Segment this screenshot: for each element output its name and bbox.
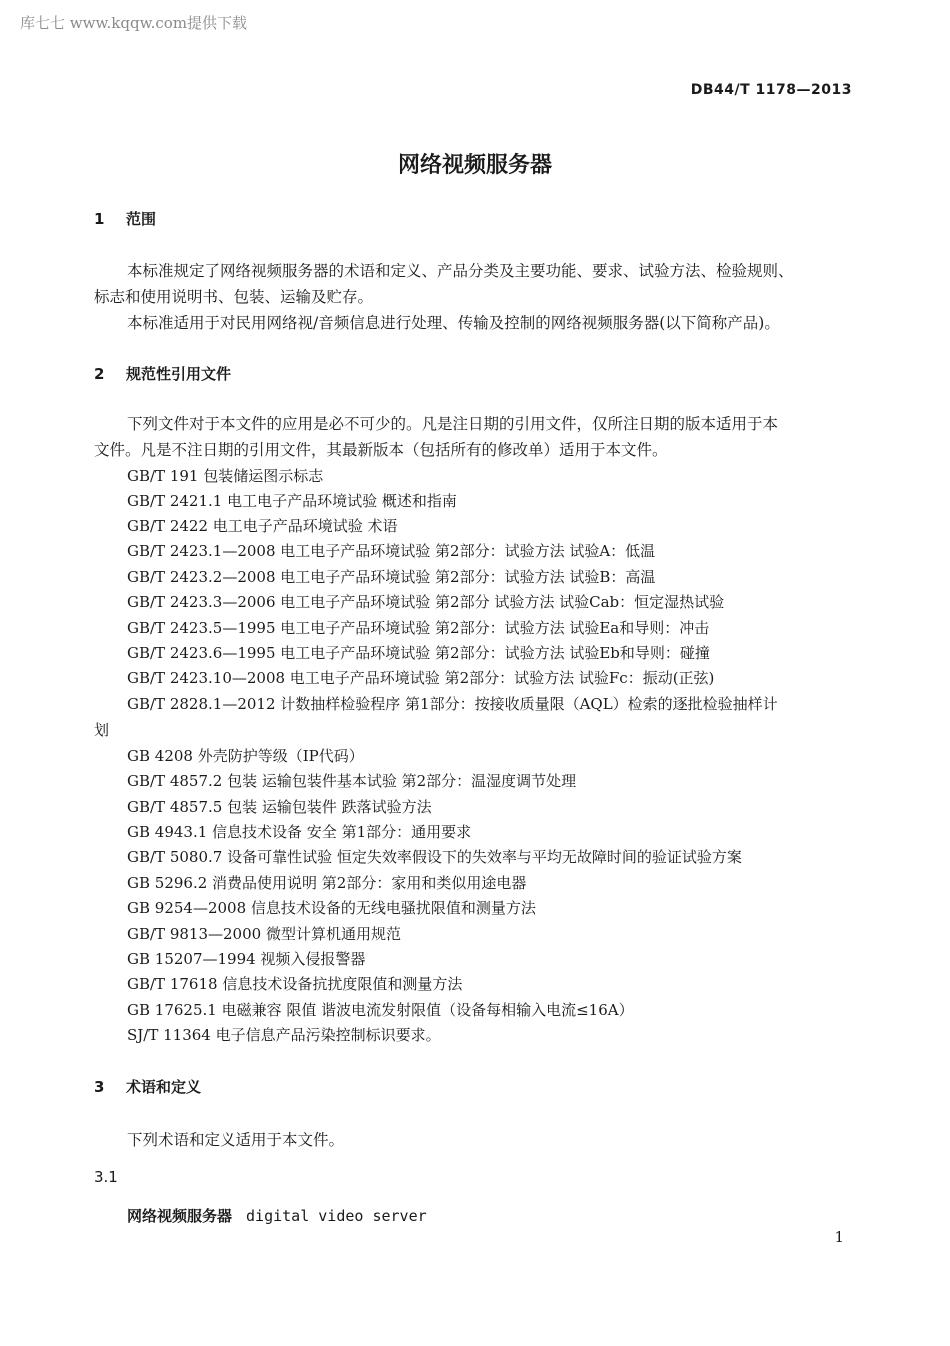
section-number: 3 <box>94 1078 105 1096</box>
reference-item: GB/T 2423.2—2008 电工电子产品环境试验 第2部分：试验方法 试验B：高温 <box>127 568 656 586</box>
section-2-heading <box>94 363 231 384</box>
standard-code: DB44/T 1178—2013 <box>690 82 852 98</box>
reference-item: GB 4208 外壳防护等级（IP代码） <box>127 747 364 765</box>
section-number: 1 <box>94 210 105 228</box>
reference-item: GB/T 4857.2 包装 运输包装件基本试验 第2部分：温湿度调节处理 <box>127 772 577 790</box>
reference-item: GB 15207—1994 视频入侵报警器 <box>127 950 366 968</box>
references-intro-line: 下列文件对于本文件的应用是必不可少的。凡是注日期的引用文件，仅所注日期的版本适用于本 <box>127 415 779 433</box>
section-number: 2 <box>94 365 105 383</box>
scope-paragraph-line: 本标准适用于对民用网络视/音频信息进行处理、传输及控制的网络视频服务器(以下简称产品)。 <box>127 314 780 332</box>
section-1-heading <box>94 208 156 229</box>
section-title: 术语和定义 <box>126 1078 202 1096</box>
reference-item: GB/T 2423.1—2008 电工电子产品环境试验 第2部分：试验方法 试验A：低温 <box>127 542 656 560</box>
watermark: 库七七 www.kqqw.com提供下载 <box>20 14 248 32</box>
reference-item: GB/T 2421.1 电工电子产品环境试验 概述和指南 <box>127 492 457 510</box>
scope-paragraph-line: 本标准规定了网络视频服务器的术语和定义、产品分类及主要功能、要求、试验方法、检验规则、 <box>127 262 794 280</box>
term-chinese: 网络视频服务器 <box>127 1207 233 1225</box>
term-english: digital video server <box>246 1207 427 1225</box>
reference-item: GB/T 2828.1—2012 计数抽样检验程序 第1部分：按接收质量限（AQL）检索的逐批检验抽样计 <box>127 695 778 713</box>
reference-item: SJ/T 11364 电子信息产品污染控制标识要求。 <box>127 1026 441 1044</box>
reference-item: GB/T 17618 信息技术设备抗扰度限值和测量方法 <box>127 975 463 993</box>
section-title: 规范性引用文件 <box>126 365 232 383</box>
reference-item: GB 9254—2008 信息技术设备的无线电骚扰限值和测量方法 <box>127 899 536 917</box>
reference-item: GB/T 5080.7 设备可靠性试验 恒定失效率假设下的失效率与平均无故障时间的验证试验方案 <box>127 848 742 866</box>
reference-item-continuation: 划 <box>94 721 110 739</box>
reference-item: GB/T 191 包装储运图示标志 <box>127 467 324 485</box>
reference-item: GB/T 2423.10—2008 电工电子产品环境试验 第2部分：试验方法 试验Fc：振动(正弦) <box>127 669 715 687</box>
reference-item: GB/T 2423.3—2006 电工电子产品环境试验 第2部分 试验方法 试验Cab：恒定湿热试验 <box>127 593 725 611</box>
page-number: 1 <box>834 1228 844 1246</box>
reference-item: GB/T 2422 电工电子产品环境试验 术语 <box>127 517 398 535</box>
subsection-number: 3.1 <box>94 1168 118 1186</box>
term-entry <box>127 1205 427 1226</box>
section-3-heading <box>94 1076 201 1097</box>
terms-intro: 下列术语和定义适用于本文件。 <box>127 1131 345 1149</box>
reference-item: GB/T 4857.5 包装 运输包装件 跌落试验方法 <box>127 798 432 816</box>
page-title: 网络视频服务器 <box>397 153 552 178</box>
reference-item: GB 4943.1 信息技术设备 安全 第1部分：通用要求 <box>127 823 472 841</box>
scope-paragraph-line: 标志和使用说明书、包装、运输及贮存。 <box>94 288 374 306</box>
reference-item: GB/T 2423.5—1995 电工电子产品环境试验 第2部分：试验方法 试验Ea和导则：冲击 <box>127 619 710 637</box>
references-intro-line: 文件。凡是不注日期的引用文件，其最新版本（包括所有的修改单）适用于本文件。 <box>94 441 668 459</box>
reference-item: GB 5296.2 消费品使用说明 第2部分：家用和类似用途电器 <box>127 874 527 892</box>
reference-item: GB 17625.1 电磁兼容 限值 谐波电流发射限值（设备每相输入电流≤16A） <box>127 1001 634 1019</box>
reference-item: GB/T 2423.6—1995 电工电子产品环境试验 第2部分：试验方法 试验Eb和导则：碰撞 <box>127 644 710 662</box>
reference-item: GB/T 9813—2000 微型计算机通用规范 <box>127 925 401 943</box>
section-title: 范围 <box>126 210 157 228</box>
